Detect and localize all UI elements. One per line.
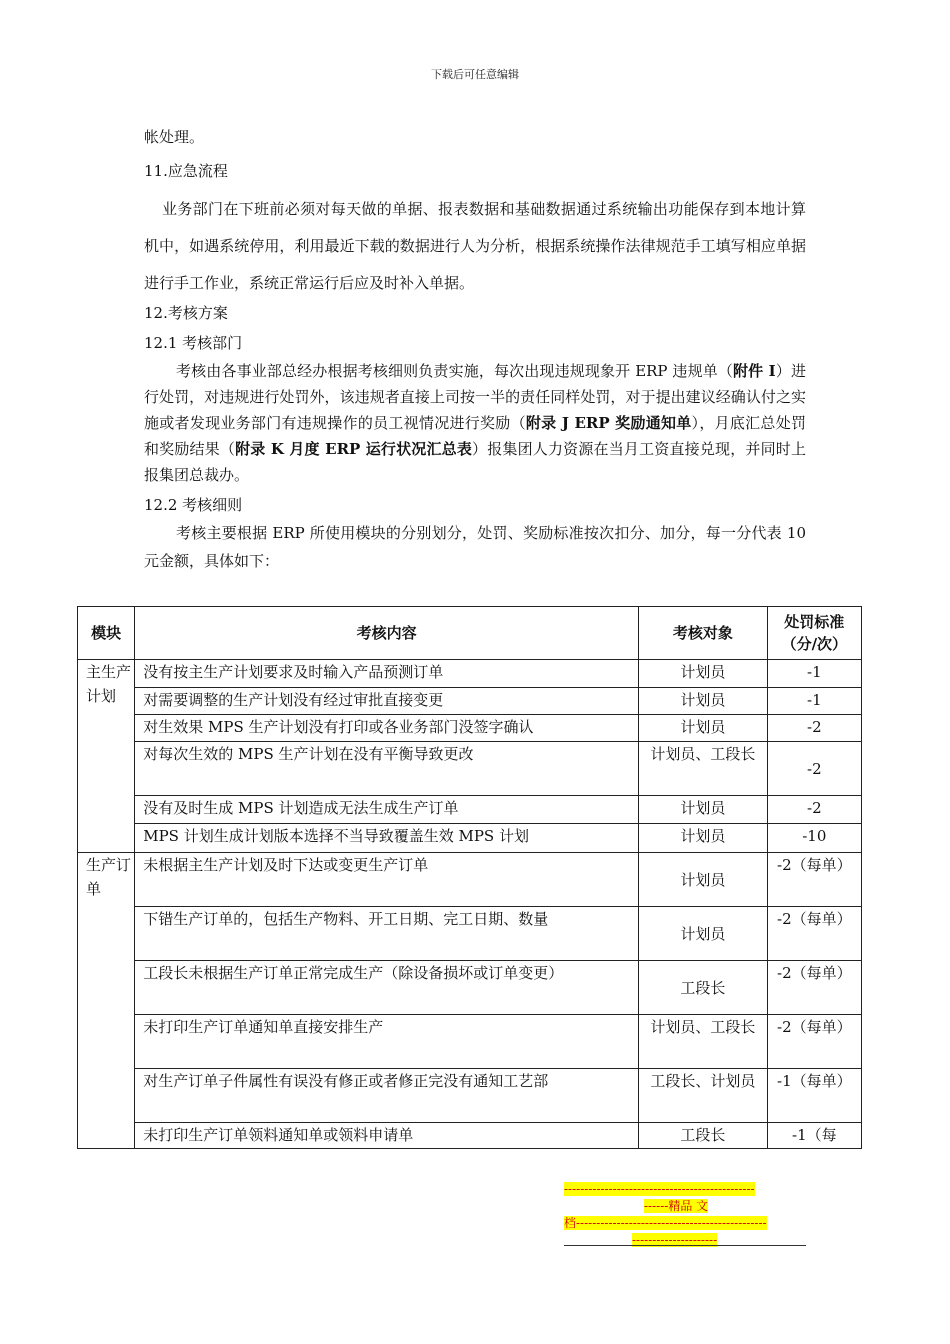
footer-line-1: ----------------------------------------------- [564,1182,755,1196]
header-target: 考核对象 [639,607,767,660]
footer-line-4: --------------------- [632,1233,718,1247]
table-row [78,688,862,715]
table-row [78,1015,862,1069]
row-penalty: -1（每 [767,1123,861,1149]
row-target: 工段长 [639,961,767,1015]
row-penalty: -2（每单） [767,907,861,961]
footer-line-2: ------精品 文 [644,1199,709,1213]
row-target: 计划员 [639,907,767,961]
assessment-table [77,606,862,1149]
table-row [78,824,862,853]
row-content: 对生效果 MPS 生产计划没有打印或各业务部门没签字确认 [135,715,639,742]
heading-assessment-plan: 12.考核方案 [144,304,228,322]
row-content: 没有按主生产计划要求及时输入产品预测订单 [135,660,639,688]
row-content: 未打印生产订单通知单直接安排生产 [135,1015,639,1069]
footer-watermark [564,1181,806,1249]
row-content: 下错生产订单的，包括生产物料、开工日期、完工日期、数量 [135,907,639,961]
table-row [78,742,862,796]
row-target: 计划员、工段长 [639,1015,767,1069]
row-target: 计划员 [639,853,767,907]
paragraph-assessment-department: 考核由各事业部总经办根据考核细则负责实施，每次出现违规现象开 ERP 违规单（附件 I）进行处罚，对违规进行处罚外，该违规者直接上司按一半的责任同样处罚，对于提出建议经确认付之实施或者发现业务部门有违规操作的员工视情况进行奖励（附录 J ERP 奖励通知单），月底汇总处罚和奖励结果（附录 K 月度 ERP 运行状况汇总表）报集团人力资源在当月工资直接兑现，并同时上报集团总裁办。 [144,362,806,484]
row-penalty: -2 [767,796,861,824]
paragraph-assessment-rules: 考核主要根据 ERP 所使用模块的分别划分，处罚、奖励标准按次扣分、加分，每一分代表 10 元金额，具体如下： [144,524,806,570]
heading-emergency-process: 11.应急流程 [144,162,228,180]
row-target: 计划员 [639,715,767,742]
paragraph-continuation: 帐处理。 [144,128,205,146]
row-content: 对生产订单子件属性有误没有修正或者修正完没有通知工艺部 [135,1069,639,1123]
table-header-row [78,607,862,660]
row-penalty: -2（每单） [767,853,861,907]
footer-rule [564,1245,806,1246]
table-row [78,907,862,961]
row-target: 工段长、计划员 [639,1069,767,1123]
row-target: 计划员 [639,824,767,853]
row-target: 计划员 [639,796,767,824]
row-target: 工段长 [639,1123,767,1149]
row-content: 没有及时生成 MPS 计划造成无法生成生产订单 [135,796,639,824]
row-penalty: -2 [767,742,861,796]
row-content: 对每次生效的 MPS 生产计划在没有平衡导致更改 [135,742,639,796]
row-content: MPS 计划生成计划版本选择不当导致覆盖生效 MPS 计划 [135,824,639,853]
table-row [78,660,862,688]
row-penalty: -2（每单） [767,961,861,1015]
row-penalty: -1（每单） [767,1069,861,1123]
table-row [78,853,862,907]
table-row [78,1123,862,1149]
row-target: 计划员 [639,688,767,715]
header-content: 考核内容 [135,607,639,660]
row-content: 未根据主生产计划及时下达或变更生产订单 [135,853,639,907]
header-module: 模块 [78,607,135,660]
table-row [78,715,862,742]
heading-assessment-rules: 12.2 考核细则 [144,496,243,514]
footer-line-3: 档----------------------------------------------- [564,1216,767,1230]
module-production-order: 生产订单 [78,853,135,1149]
page-header: 下载后可任意编辑 [431,68,519,81]
row-target: 计划员 [639,660,767,688]
module-mps: 主生产计划 [78,660,135,853]
row-penalty: -10 [767,824,861,853]
row-penalty: -1 [767,688,861,715]
heading-assessment-department: 12.1 考核部门 [144,334,243,352]
row-penalty: -2 [767,715,861,742]
table-row [78,796,862,824]
row-content: 工段长未根据生产订单正常完成生产（除设备损坏或订单变更） [135,961,639,1015]
paragraph-emergency-process: 业务部门在下班前必须对每天做的单据、报表数据和基础数据通过系统输出功能保存到本地计算机中，如遇系统停用，利用最近下载的数据进行人为分析，根据系统操作法律规范手工填写相应单据进行手工作业，系统正常运行后应及时补入单据。 [144,200,806,292]
row-penalty: -2（每单） [767,1015,861,1069]
row-penalty: -1 [767,660,861,688]
row-content: 未打印生产订单领料通知单或领料申请单 [135,1123,639,1149]
header-penalty: 处罚标准（分/次） [767,607,861,660]
table-row [78,1069,862,1123]
table-row [78,961,862,1015]
row-target: 计划员、工段长 [639,742,767,796]
row-content: 对需要调整的生产计划没有经过审批直接变更 [135,688,639,715]
